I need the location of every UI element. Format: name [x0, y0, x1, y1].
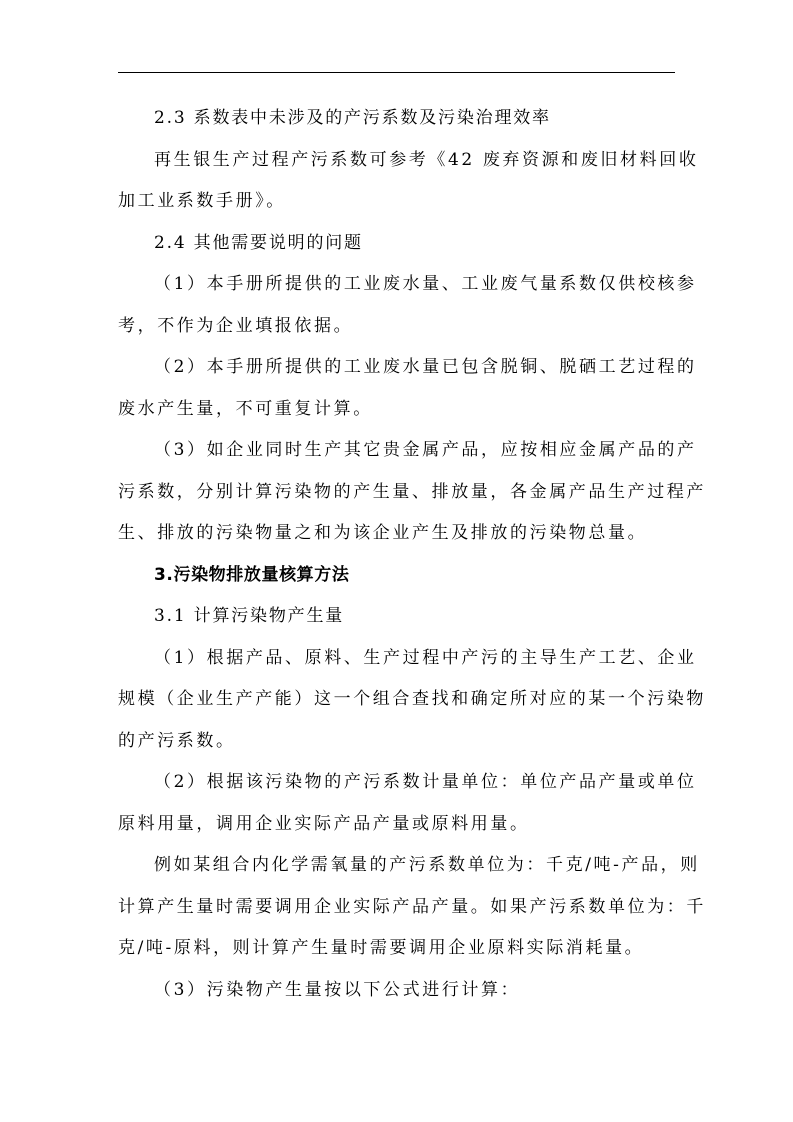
para-reference [118, 140, 699, 223]
text-line: （1）本手册所提供的工业废水量、工业废气量系数仅供校核参 [154, 274, 697, 294]
para-step-3 [118, 970, 675, 1012]
text-line: （3）污染物产生量按以下公式进行计算： [154, 979, 521, 1000]
heading-2-3: 2.3 系数表中未涉及的产污系数及污染治理效率 [154, 108, 551, 128]
para-step-1 [118, 638, 706, 763]
para-note-2 [118, 347, 697, 430]
document-body [118, 98, 706, 1011]
para-note-3 [118, 430, 706, 555]
para-step-2 [118, 762, 697, 845]
header-rule [118, 72, 675, 73]
text-line: 生、排放的污染物量之和为该企业产生及排放的污染物总量。 [118, 523, 648, 543]
heading-3: 3.污染物排放量核算方法 [154, 564, 350, 585]
text-line: 例如某组合内化学需氧量的产污系数单位为：千克/吨-产品，则 [154, 855, 700, 875]
para-note-1 [118, 264, 697, 347]
text-line: 计算产生量时需要调用企业实际产品产量。如果产污系数单位为：千 [118, 896, 706, 917]
text-line: 加工业系数手册》。 [118, 191, 286, 211]
text-line: （1）根据产品、原料、生产过程中产污的主导生产工艺、企业 [154, 647, 697, 668]
text-line: 原料用量，调用企业实际产品产量或原料用量。 [118, 813, 530, 834]
heading-3-1: 3.1 计算污染物产生量 [154, 606, 345, 626]
heading-2-4: 2.4 其他需要说明的问题 [154, 232, 363, 253]
text-line: 考，不作为企业填报依据。 [118, 315, 354, 336]
para-example [118, 845, 706, 970]
text-line: 再生银生产过程产污系数可参考《42 废弃资源和废旧材料回收 [154, 149, 699, 170]
text-line: （3）如企业同时生产其它贵金属产品，应按相应金属产品的产 [154, 440, 697, 460]
text-line: 克/吨-原料，则计算产生量时需要调用企业原料实际消耗量。 [118, 938, 645, 958]
text-line: 的产污系数。 [118, 730, 236, 751]
text-line: 废水产生量，不可重复计算。 [118, 398, 373, 419]
text-line: （2）本手册所提供的工业废水量已包含脱铜、脱硒工艺过程的 [154, 357, 697, 377]
text-line: 规模（企业生产产能）这一个组合查找和确定所对应的某一个污染物 [118, 689, 706, 709]
text-line: （2）根据该污染物的产污系数计量单位：单位产品产量或单位 [154, 772, 697, 792]
text-line: 污系数，分别计算污染物的产生量、排放量，各金属产品生产过程产 [118, 481, 706, 502]
